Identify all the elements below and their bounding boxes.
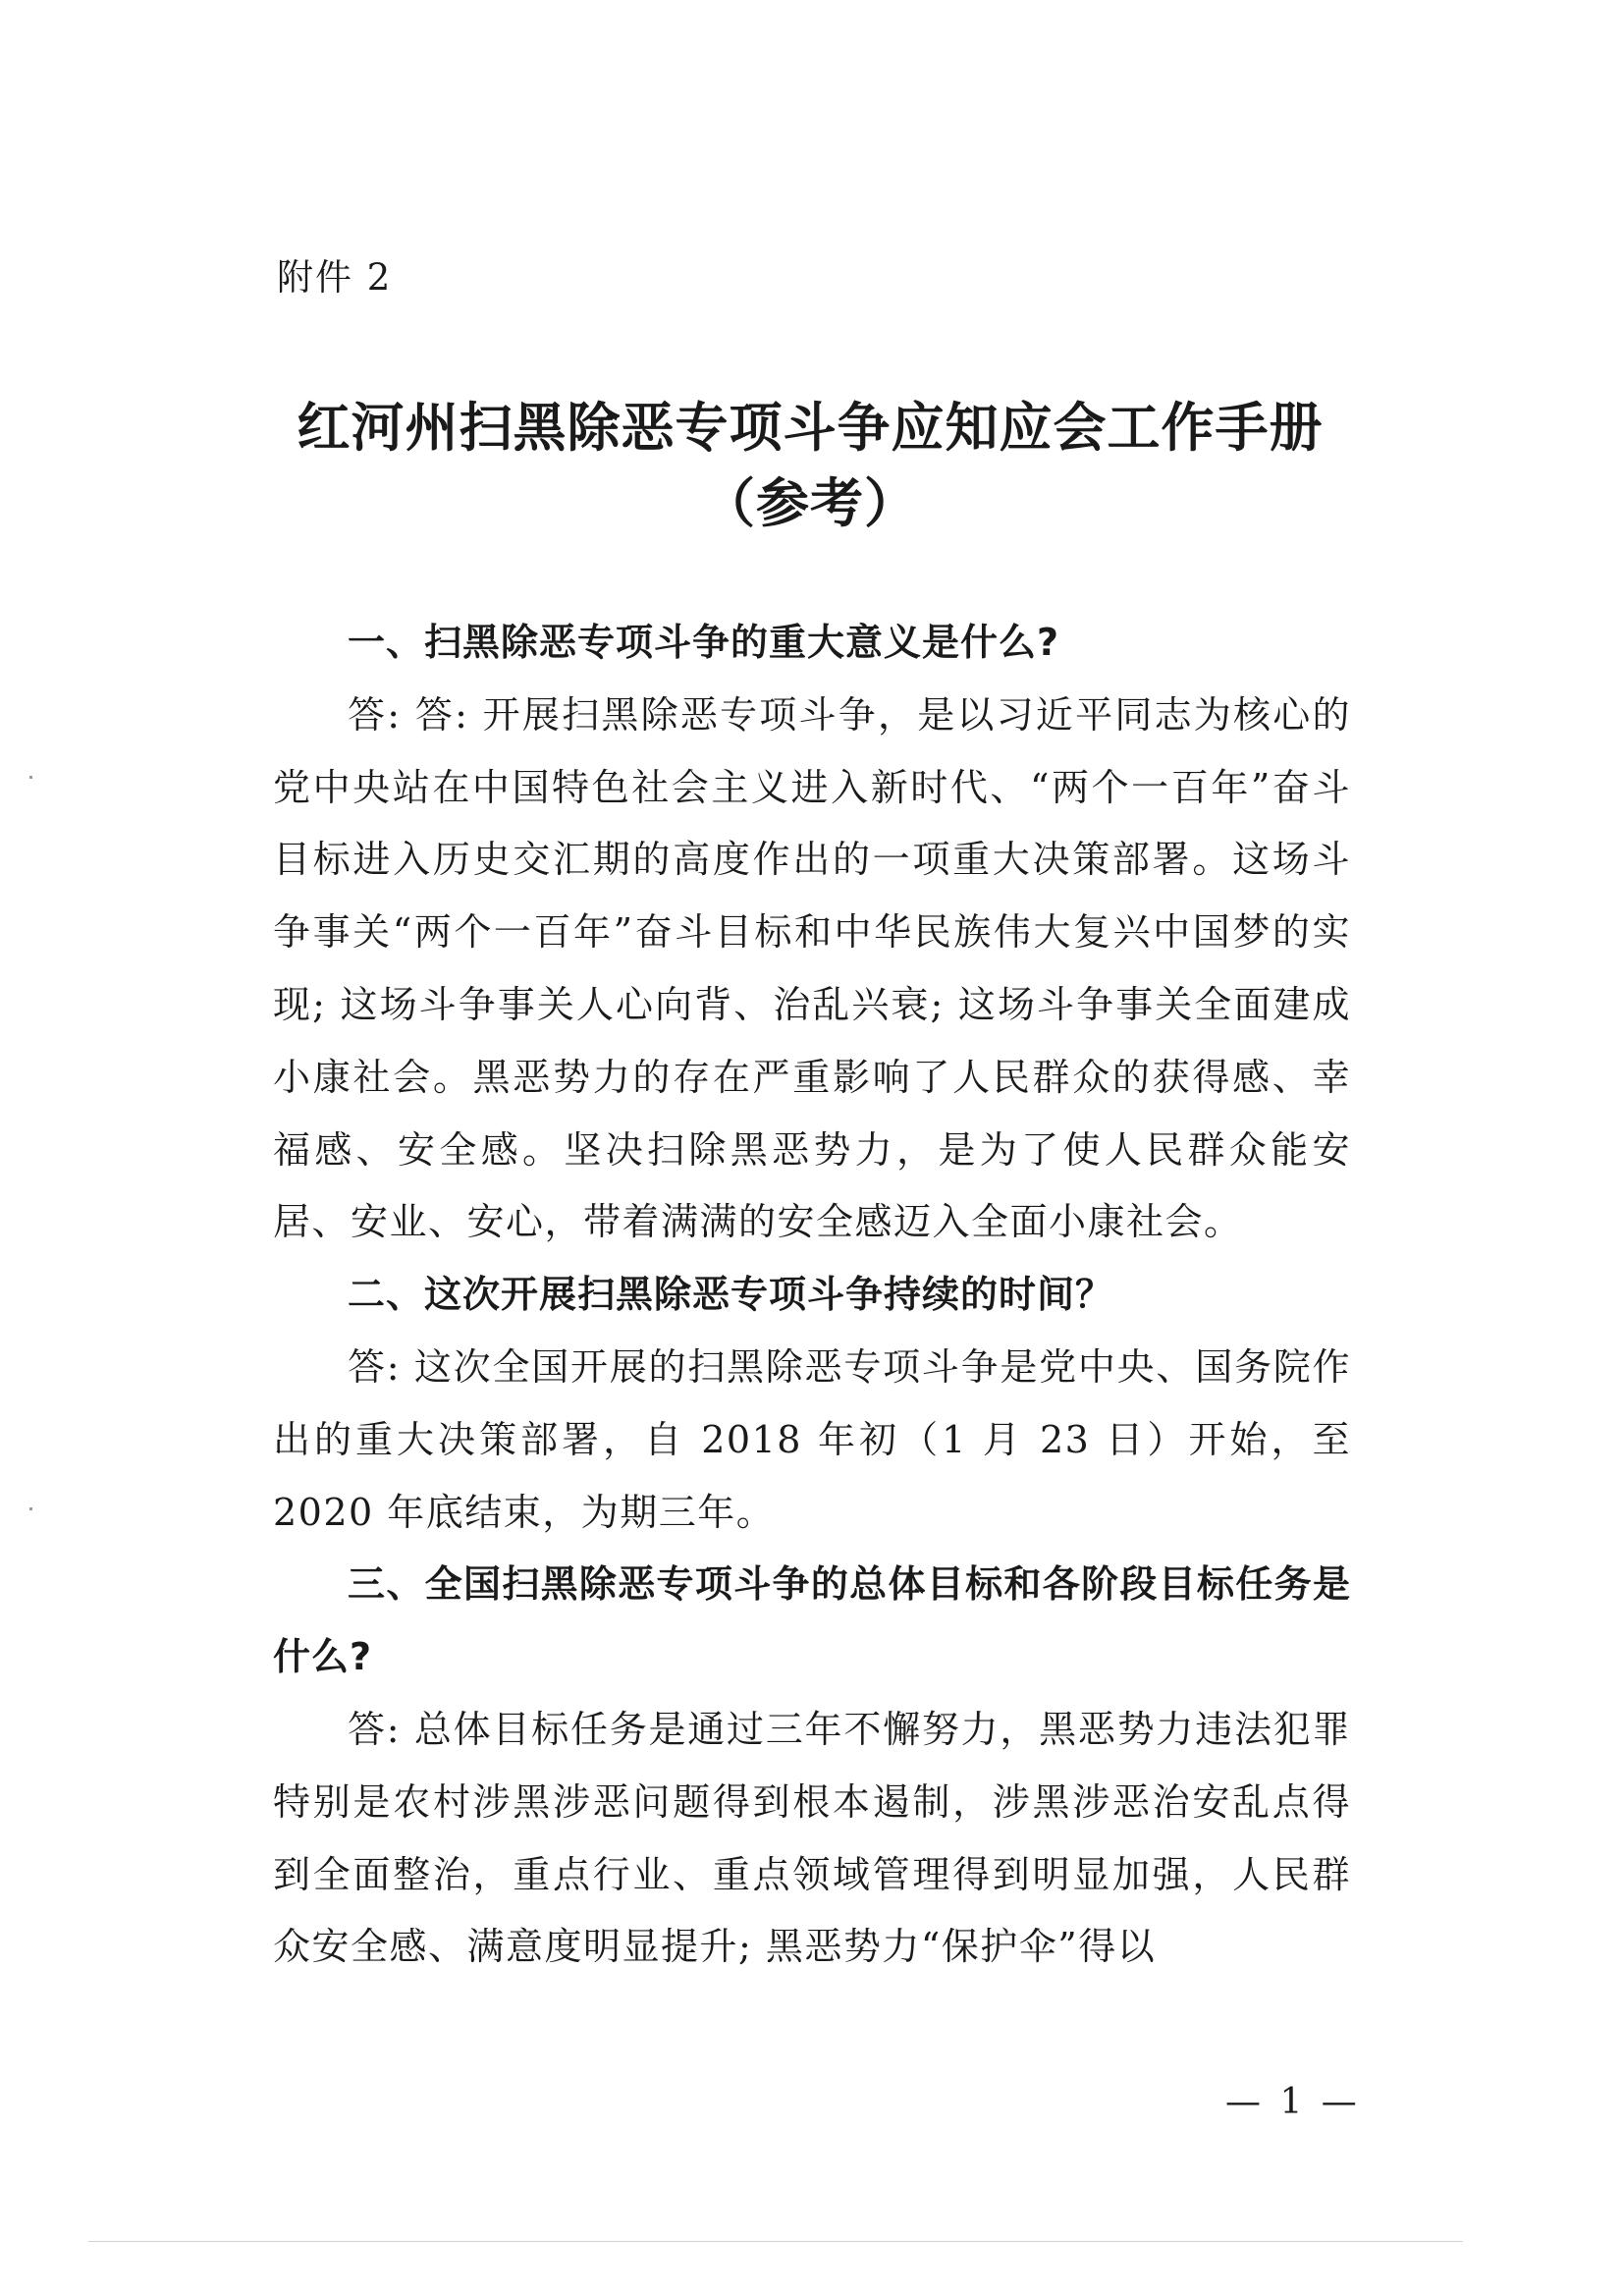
section-answer-2: 答: 这次全国开展的扫黑除恶专项斗争是党中央、国务院作出的重大决策部署，自 2018 年初（1 月 23 日）开始，至 2020 年底结束，为期三年。 [273, 1344, 1351, 1534]
section-heading-1: 一、扫黑除恶专项斗争的重大意义是什么? [348, 621, 1060, 664]
attachment-label: 附件 2 [277, 256, 393, 299]
document-subtitle: （参考） [702, 471, 918, 534]
page-number: — 1 — [1225, 2082, 1361, 2122]
document-title: 红河州扫黑除恶专项斗争应知应会工作手册 [297, 396, 1324, 459]
scan-speck-1 [29, 776, 32, 779]
document-body [273, 607, 1351, 1984]
section-answer-1: 答: 答: 开展扫黑除恶专项斗争，是以习近平同志为核心的党中央站在中国特色社会主义进入新时代、“两个一百年”奋斗目标进入历史交汇期的高度作出的一项重大决策部署。这场斗争事关“两个一百年”奋斗目标和中华民族伟大复兴中国梦的实现; 这场斗争事关人心向背、治乱兴衰; 这场斗争事关全面建成小康社会。黑恶势力的存在严重影响了人民群众的获得感、幸福感、安全感。坚决扫除黑恶势力，是为了使人民群众能安居、安业、安心，带着满满的安全感迈入全面小康社会。 [273, 692, 1351, 1244]
section-heading-2: 二、这次开展扫黑除恶专项斗争持续的时间？ [348, 1273, 1114, 1317]
scan-edge-line [88, 2241, 1463, 2242]
section-answer-3: 答: 总体目标任务是通过三年不懈努力，黑恶势力违法犯罪特别是农村涉黑涉恶问题得到根本遏制，涉黑涉恶治安乱点得到全面整治，重点行业、重点领域管理得到明显加强，人民群众安全感、满意度明显提升; 黑恶势力“保护伞”得以 [273, 1707, 1351, 1969]
scan-speck-2 [29, 1507, 32, 1510]
section-heading-3: 三、全国扫黑除恶专项斗争的总体目标和各阶段目标任务是什么? [273, 1562, 1351, 1679]
